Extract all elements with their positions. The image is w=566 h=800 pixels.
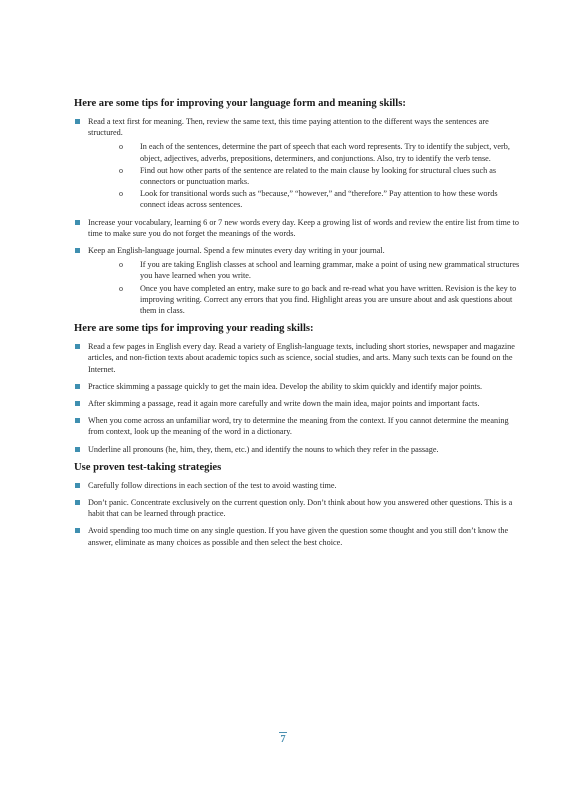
list-item: [74, 381, 524, 392]
list-item: [74, 480, 524, 491]
document-content: [74, 97, 524, 554]
list-item-text: Carefully follow directions in each section of the test to avoid wasting time.: [88, 480, 337, 490]
square-bullet-icon: [75, 248, 80, 253]
list-item: [74, 415, 524, 437]
square-bullet-icon: [75, 384, 80, 389]
list-item-text: Keep an English-language journal. Spend a few minutes every day writing in your journal.: [88, 246, 385, 256]
sub-list-item: [88, 165, 524, 187]
list-item-text: Read a text first for meaning. Then, review the same text, this time paying attention to the different ways the sentences are structured.: [88, 117, 489, 138]
list-item-text: After skimming a passage, read it again more carefully and write down the main idea, major points and important facts.: [88, 399, 480, 409]
section-heading: Here are some tips for improving your language form and meaning skills:: [74, 98, 406, 109]
list-item: [74, 116, 524, 211]
list-item-text: Don’t panic. Concentrate exclusively on the current question only. Don’t think about how you answered other questions. This is a habit that can be learned through practice.: [88, 498, 513, 519]
section-language-form: [74, 97, 524, 316]
tip-list: [74, 480, 524, 548]
list-item: [74, 444, 524, 455]
list-item-text: Increase your vocabulary, learning 6 or 7 new words every day. Keep a growing list of words and review the entire list from time to time to make sure you do not forget the meanings of the words.: [88, 217, 519, 238]
section-test-taking: [74, 461, 524, 548]
list-item: [74, 245, 524, 316]
sub-list-item-text: In each of the sentences, determine the part of speech that each word represents. Try to identify the subject, verb, object, adjectives, adverbs, prepositions, determiners, and conjunctions. Also, try to identify the verb tense.: [140, 142, 510, 163]
page-number-text: 7: [280, 734, 286, 745]
square-bullet-icon: [75, 401, 80, 406]
list-item: [74, 497, 524, 519]
sub-list-item-text: Once you have completed an entry, make sure to go back and re-read what you have written. Revision is the key to improving writing. Correct any errors that you find. Highlight areas you are unsure about and ask questions about them in class.: [140, 283, 517, 316]
sub-list-item-text: Look for transitional words such as “because,” “however,” and “therefore.” Pay attention to how these words connect ideas across sentences.: [140, 189, 498, 210]
section-reading-skills: [74, 322, 524, 455]
sub-list-item: [88, 283, 524, 317]
list-item: [74, 525, 524, 547]
circle-bullet-icon: o: [119, 189, 123, 199]
list-item-text: Underline all pronouns (he, him, they, them, etc.) and identify the nouns to which they refer in the passage.: [88, 444, 439, 454]
square-bullet-icon: [75, 528, 80, 533]
sub-list-item-text: Find out how other parts of the sentence are related to the main clause by looking for structural clues such as connectors or punctuation marks.: [140, 165, 497, 187]
sub-list-item: [88, 259, 524, 281]
circle-bullet-icon: o: [119, 165, 123, 175]
list-item-text: Read a few pages in English every day. Read a variety of English-language texts, including short stories, newspaper and magazine articles, and non-fiction texts about academic topics such as science, social studies, and arts. Many such texts can be found on the Internet.: [88, 342, 515, 374]
tip-list: [74, 341, 524, 455]
sub-list-item: [88, 188, 524, 210]
square-bullet-icon: [75, 220, 80, 225]
sub-list: [88, 259, 524, 316]
section-heading: Use proven test-taking strategies: [74, 461, 222, 473]
list-item-text: When you come across an unfamiliar word, try to determine the meaning from the context. If you cannot determine the meaning from context, look up the meaning of the word in a dictionary.: [88, 416, 509, 437]
sub-list-item-text: If you are taking English classes at school and learning grammar, make a point of using new grammatical structures you have learned when you write.: [140, 260, 520, 281]
square-bullet-icon: [75, 119, 80, 124]
square-bullet-icon: [75, 500, 80, 505]
square-bullet-icon: [75, 483, 80, 488]
square-bullet-icon: [75, 418, 80, 423]
tip-list: [74, 116, 524, 316]
page-number-rule: [279, 732, 287, 733]
list-item: [74, 398, 524, 409]
sub-list-item: [88, 141, 524, 163]
circle-bullet-icon: o: [119, 283, 123, 293]
page-number: [0, 732, 566, 745]
sub-list: [88, 141, 524, 210]
square-bullet-icon: [75, 344, 80, 349]
list-item-text: Avoid spending too much time on any single question. If you have given the question some thought and you still don’t know the answer, eliminate as many choices as possible and then select the best choice.: [88, 526, 509, 547]
circle-bullet-icon: o: [119, 260, 123, 270]
section-heading: Here are some tips for improving your reading skills:: [74, 323, 314, 335]
list-item: [74, 341, 524, 375]
list-item-text: Practice skimming a passage quickly to get the main idea. Develop the ability to skim quickly and identify major points.: [88, 381, 483, 391]
list-item: [74, 217, 524, 239]
square-bullet-icon: [75, 447, 80, 452]
circle-bullet-icon: o: [119, 142, 123, 152]
